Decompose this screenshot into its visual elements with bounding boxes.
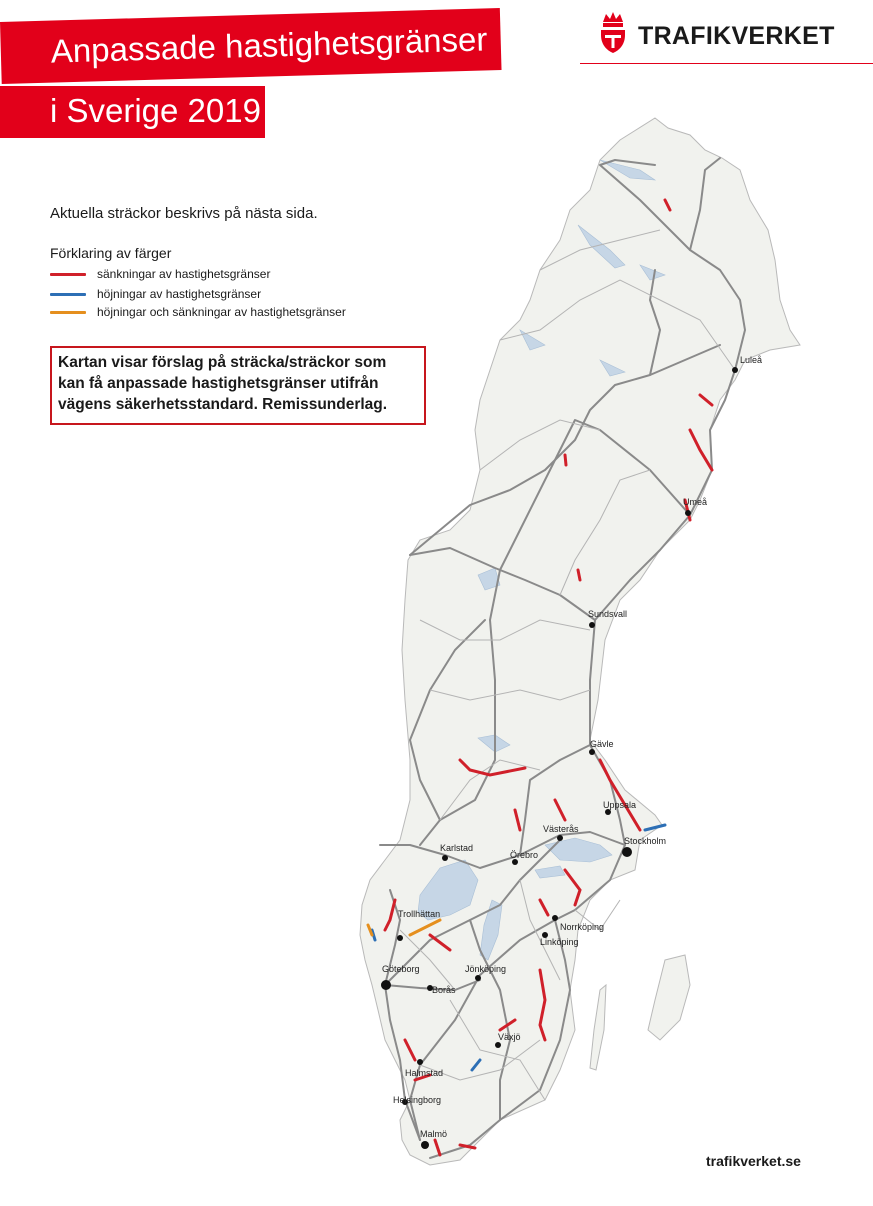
legend-label: höjningar av hastighetsgränser [97, 287, 262, 301]
city-label: Karlstad [440, 843, 474, 853]
city-marker [381, 980, 391, 990]
city-label: Örebro [510, 850, 539, 860]
decrease-segment [565, 455, 566, 465]
city-marker [589, 622, 595, 628]
city-label: Växjö [498, 1032, 521, 1042]
city-label: Linköping [540, 937, 579, 947]
city-marker [397, 935, 403, 941]
city-label: Stockholm [624, 836, 667, 846]
gotland-island [648, 955, 690, 1040]
legend-swatch-blue [50, 293, 86, 296]
legend-swatch-red [50, 273, 86, 276]
title-banner-line1 [0, 8, 502, 84]
city-marker [552, 915, 558, 921]
city-label: Malmö [420, 1129, 448, 1139]
legend-label: sänkningar av hastighetsgränser [97, 267, 271, 281]
page-title-line1: Anpassade hastighetsgränser [50, 20, 488, 70]
notice-line: Kartan visar förslag på sträcka/sträckor som [58, 354, 387, 371]
city-label: Trollhättan [398, 909, 441, 919]
brand-name: TRAFIKVERKET [638, 22, 835, 50]
city-label: Gävle [590, 739, 614, 749]
city-marker [685, 510, 691, 516]
title-banner-line2 [0, 86, 265, 138]
city-marker [421, 1141, 429, 1149]
city-label: Västerås [543, 824, 579, 834]
city-marker [442, 855, 448, 861]
trafikverket-logo[interactable] [596, 10, 836, 70]
notice-line: kan få anpassade hastighetsgränser utifrån [58, 375, 379, 392]
legend-label: höjningar och sänkningar av hastighetsgränser [97, 305, 346, 319]
page-title-line2: i Sverige 2019 [50, 92, 261, 129]
city-label: Norrköping [560, 922, 605, 932]
header-rule [580, 63, 873, 64]
city-marker [732, 367, 738, 373]
oland-island [590, 985, 606, 1070]
city-marker [557, 835, 563, 841]
city-label: Sundsvall [588, 609, 628, 619]
sweden-landmass [360, 118, 800, 1165]
city-label: Halmstad [405, 1068, 444, 1078]
intro-text: Aktuella sträckor beskrivs på nästa sida. [50, 205, 318, 222]
footer-url[interactable]: trafikverket.se [706, 1153, 801, 1169]
notice-line: vägens säkerhetsstandard. Remissunderlag. [58, 396, 388, 413]
legend-title: Förklaring av färger [50, 245, 172, 261]
city-label: Göteborg [382, 964, 420, 974]
city-label: Helsingborg [393, 1095, 442, 1105]
city-label: Umeå [683, 497, 708, 507]
city-marker [475, 975, 481, 981]
city-label: Luleå [740, 355, 763, 365]
city-label: Borås [432, 985, 456, 995]
sweden-road-map[interactable] [350, 110, 820, 1170]
city-label: Jönköping [465, 964, 507, 974]
city-marker [417, 1059, 423, 1065]
decrease-segment [578, 570, 580, 580]
city-marker [495, 1042, 501, 1048]
city-label: Uppsala [603, 800, 637, 810]
city-marker [589, 749, 595, 755]
legend-swatch-orange [50, 311, 86, 314]
crown-logo-icon [596, 10, 630, 54]
city-marker [622, 847, 632, 857]
